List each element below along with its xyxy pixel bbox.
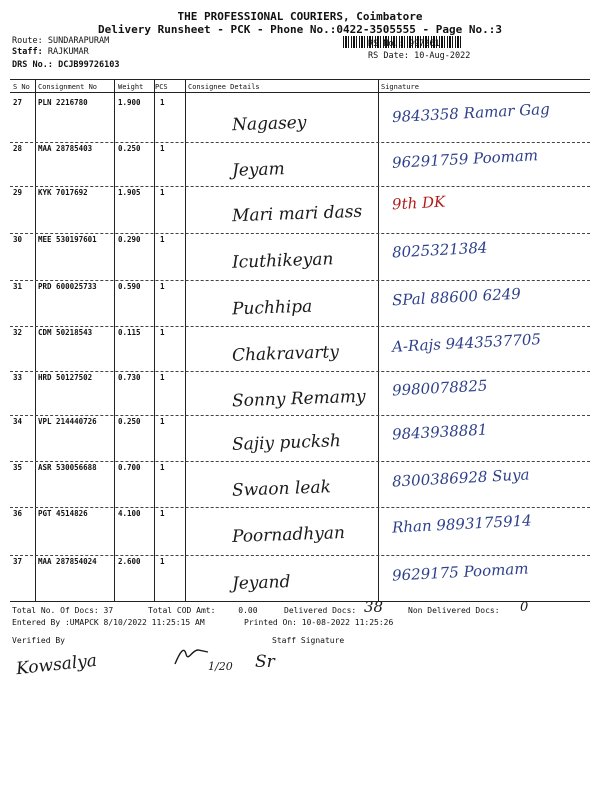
row-consignee-handwritten: Icuthikeyan (231, 249, 334, 273)
row-weight: 0.250 (118, 417, 141, 426)
row-consignment-no: PGT 4514826 (38, 509, 88, 518)
row-pcs: 1 (160, 373, 165, 382)
header-bottom-rule (10, 92, 590, 93)
row-pcs: 1 (160, 328, 165, 337)
row-pcs: 1 (160, 188, 165, 197)
row-pcs: 1 (160, 282, 165, 291)
row-sno: 35 (13, 463, 23, 472)
runsheet-subtitle: Delivery Runsheet - PCK - Phone No.:0422-3505555 - Page No.:3 (98, 23, 502, 36)
row-signature-handwritten: 9980078825 (391, 376, 488, 400)
row-consignee-handwritten: Sonny Remamy (231, 386, 366, 412)
route-line (12, 36, 109, 46)
row-consignment-no: ASR 530056688 (38, 463, 97, 472)
row-separator (10, 142, 590, 143)
row-sno: 36 (13, 509, 23, 518)
route-value: SUNDARAPURAM (47, 36, 110, 46)
staff-label: Staff: (12, 47, 43, 57)
row-consignee-handwritten: Nagasey (231, 112, 307, 136)
total-docs-value: 37 (103, 606, 114, 615)
table-top-rule (10, 79, 590, 80)
row-consignment-no: MAA 28785403 (38, 144, 93, 153)
row-consignee-handwritten: Swaon leak (231, 477, 332, 501)
row-weight: 0.590 (118, 282, 141, 291)
row-signature-handwritten: A-Rajs 9443537705 (391, 330, 542, 356)
row-signature-handwritten: 9629175 Poomam (391, 559, 529, 585)
row-signature-handwritten: Rhan 9893175914 (391, 511, 533, 537)
row-pcs: 1 (160, 417, 165, 426)
col-header-consignee: Consignee Details (188, 83, 260, 91)
entered-by: Entered By :UMAPCK 8/10/2022 11:25:15 AM (12, 618, 205, 627)
row-pcs: 1 (160, 98, 165, 107)
col-divider (114, 79, 115, 601)
row-consignment-no: PLN 2216780 (38, 98, 88, 107)
row-pcs: 1 (160, 509, 165, 518)
verified-by-label: Verified By (12, 636, 65, 645)
staff-value: RAJKUMAR (47, 47, 89, 57)
staff-signature-scribble (172, 640, 212, 670)
row-consignee-handwritten: Jeyam (231, 159, 286, 181)
row-signature-handwritten: 9843358 Ramar Gag (391, 99, 551, 127)
row-weight: 0.115 (118, 328, 141, 337)
row-consignment-no: HRD 50127502 (38, 373, 93, 382)
row-sno: 37 (13, 557, 23, 566)
row-separator (10, 186, 590, 187)
total-cod (148, 606, 258, 615)
row-weight: 0.700 (118, 463, 141, 472)
row-signature-handwritten: SPal 88600 6249 (391, 284, 522, 310)
row-consignee-handwritten: Poornadhyan (231, 523, 346, 547)
row-consignee-handwritten: Jeyand (231, 571, 291, 595)
row-weight: 0.250 (118, 144, 141, 153)
row-pcs: 1 (160, 463, 165, 472)
row-signature-handwritten: 8025321384 (391, 238, 488, 262)
row-separator (10, 280, 590, 281)
row-consignment-no: MEE 530197601 (38, 235, 97, 244)
row-separator (10, 507, 590, 508)
row-separator (10, 555, 590, 556)
staff-line (12, 47, 89, 57)
row-sno: 27 (13, 98, 23, 107)
col-header-consignment: Consignment No (38, 83, 98, 91)
col-header-pcs: PCS (155, 83, 168, 91)
row-sno: 29 (13, 188, 23, 197)
rs-no-label: RS No.: (368, 39, 404, 49)
row-separator (10, 415, 590, 416)
row-weight: 1.905 (118, 188, 141, 197)
row-pcs: 1 (160, 144, 165, 153)
row-consignment-no: MAA 287854024 (38, 557, 97, 566)
row-sno: 30 (13, 235, 23, 244)
table-bottom-rule (10, 601, 590, 602)
row-separator (10, 371, 590, 372)
drs-value: DCJB99726103 (58, 60, 120, 70)
drs-label: DRS No.: (12, 60, 53, 70)
col-divider (185, 79, 186, 601)
row-sno: 28 (13, 144, 23, 153)
row-separator (10, 233, 590, 234)
row-weight: 4.100 (118, 509, 141, 518)
drs-line (12, 60, 120, 70)
row-sno: 31 (13, 282, 23, 291)
row-consignment-no: CDM 50218543 (38, 328, 93, 337)
row-weight: 0.290 (118, 235, 141, 244)
row-signature-handwritten: 96291759 Poomam (391, 146, 539, 172)
total-cod-label: Total COD Amt: (148, 606, 216, 615)
row-separator (10, 461, 590, 462)
staff-signature-mark: 1/20 (208, 660, 233, 673)
delivered-docs-label: Delivered Docs: (284, 606, 357, 615)
row-signature-handwritten: 9843938881 (391, 420, 488, 444)
company-title: THE PROFESSIONAL COURIERS, Coimbatore (177, 10, 423, 23)
col-divider (154, 79, 155, 601)
staff-signature-initial: Sr (255, 652, 275, 672)
row-signature-handwritten: 9th DK (391, 192, 446, 214)
row-separator (10, 326, 590, 327)
rs-no-line (368, 39, 440, 49)
route-label: Route: (12, 36, 43, 46)
row-sno: 34 (13, 417, 23, 426)
row-weight: 1.900 (118, 98, 141, 107)
row-weight: 0.730 (118, 373, 141, 382)
row-pcs: 1 (160, 235, 165, 244)
row-consignment-no: VPL 214440726 (38, 417, 97, 426)
rs-no-value: 997261 (408, 39, 440, 49)
non-delivered-docs-label: Non Delivered Docs: (408, 606, 500, 615)
staff-signature-label: Staff Signature (272, 636, 345, 645)
row-consignee-handwritten: Chakravarty (231, 342, 340, 366)
row-weight: 2.600 (118, 557, 141, 566)
col-header-signature: Signature (381, 83, 419, 91)
rs-date-line (368, 51, 470, 61)
printed-on: Printed On: 10-08-2022 11:25:26 (244, 618, 394, 627)
rs-date-value: 10-Aug-2022 (414, 51, 471, 61)
row-consignee-handwritten: Sajiy pucksh (231, 431, 342, 455)
col-header-sno: S No (13, 83, 30, 91)
total-cod-value: 0.00 (238, 606, 258, 615)
delivered-docs-handwritten: 38 (364, 598, 384, 616)
col-divider (378, 79, 379, 601)
row-pcs: 1 (160, 557, 165, 566)
col-divider (35, 79, 36, 601)
row-signature-handwritten: 8300386928 Suya (391, 465, 530, 491)
rs-date-label: RS Date: (368, 51, 409, 61)
total-docs (12, 606, 113, 615)
row-sno: 33 (13, 373, 23, 382)
non-delivered-docs-handwritten: 0 (520, 600, 529, 615)
row-consignee-handwritten: Mari mari dass (231, 201, 363, 227)
verified-by-signature: Kowsalya (15, 650, 98, 680)
col-header-weight: Weight (118, 83, 144, 91)
row-consignment-no: PRD 600025733 (38, 282, 97, 291)
row-consignment-no: KYK 7017692 (38, 188, 88, 197)
total-docs-label: Total No. Of Docs: (12, 606, 99, 615)
row-consignee-handwritten: Puchhipa (231, 296, 313, 320)
row-sno: 32 (13, 328, 23, 337)
